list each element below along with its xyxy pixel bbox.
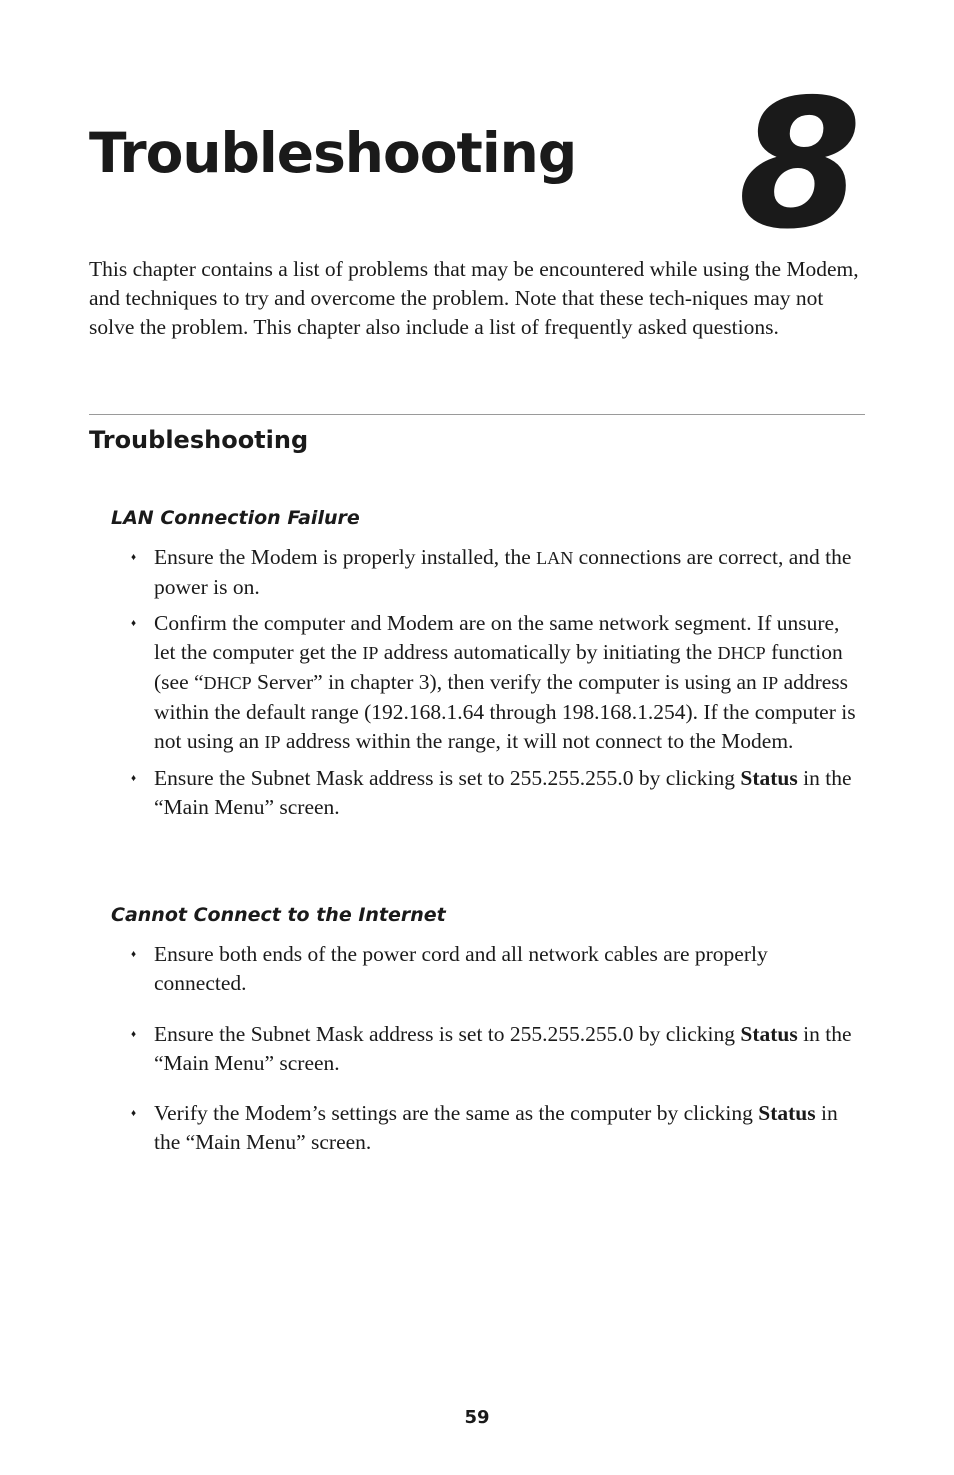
item-text: in the “Main Menu” screen. xyxy=(154,766,852,819)
list-item xyxy=(111,940,859,998)
subsection-heading: Cannot Connect to the Internet xyxy=(111,904,446,926)
list-item xyxy=(111,1099,859,1157)
chapter-title: Troubleshooting xyxy=(89,121,577,185)
subsection-lan-connection-failure xyxy=(111,505,871,822)
subsection-heading: LAN Connection Failure xyxy=(111,507,360,529)
item-text: Server” in chapter 3), then verify the computer is using an xyxy=(251,670,763,694)
list-item xyxy=(111,543,859,602)
item-text: Ensure the Subnet Mask address is set to 255.255.255.0 by clicking xyxy=(154,766,741,790)
item-text: Ensure both ends of the power cord and all network cables are properly connected. xyxy=(154,942,768,995)
item-acronym: DHCP xyxy=(203,673,252,693)
bullet-diamond-icon: ♦ xyxy=(131,1108,137,1119)
section-heading: Troubleshooting xyxy=(89,426,309,454)
item-bold-term: Status xyxy=(740,1022,798,1046)
item-text: in the “Main Menu” screen. xyxy=(154,1101,838,1154)
item-text: Verify the Modem’s settings are the same as the computer by clicking xyxy=(154,1101,759,1125)
item-acronym: IP xyxy=(762,673,779,693)
item-text: function (see “ xyxy=(154,640,843,694)
item-bold-term: Status xyxy=(740,766,798,790)
item-text: Ensure the Modem is properly installed, the xyxy=(154,545,537,569)
page-number: 59 xyxy=(464,1407,490,1428)
item-text: connections are correct, and the power is on. xyxy=(154,545,852,599)
chapter-number: 8 xyxy=(738,61,862,268)
bullet-diamond-icon: ♦ xyxy=(131,949,137,960)
item-text: address within the range, it will not connect to the Modem. xyxy=(280,729,794,753)
bullet-list xyxy=(111,940,871,1157)
section-divider xyxy=(89,414,865,415)
item-text: address within the default range (192.168.1.64 through 198.168.1.254). If the computer is not using an xyxy=(154,670,856,753)
list-item xyxy=(111,1020,859,1078)
item-text: in the “Main Menu” screen. xyxy=(154,1022,852,1075)
item-acronym: IP xyxy=(362,643,379,663)
list-item xyxy=(111,609,859,757)
bullet-diamond-icon: ♦ xyxy=(131,1029,137,1040)
bullet-diamond-icon: ♦ xyxy=(131,618,137,629)
item-acronym: LAN xyxy=(536,548,574,568)
item-bold-term: Status xyxy=(758,1101,816,1125)
bullet-diamond-icon: ♦ xyxy=(131,773,137,784)
item-acronym: IP xyxy=(264,732,281,752)
intro-paragraph: This chapter contains a list of problems that may be encountered while using the Modem, and techniques to try and overcome the problem. Note that these tech-niques may not solve the problem. This chapter also include a list of frequently asked questions. xyxy=(89,257,859,339)
subsection-cannot-connect-internet xyxy=(111,902,871,1157)
bullet-diamond-icon: ♦ xyxy=(131,552,137,563)
list-item xyxy=(111,764,859,822)
item-acronym: DHCP xyxy=(717,643,766,663)
bullet-list xyxy=(111,543,871,822)
item-text: Confirm the computer and Modem are on the same network segment. If unsure, let the computer get the xyxy=(154,611,840,664)
item-text: address automatically by initiating the xyxy=(378,640,718,664)
item-text: Ensure the Subnet Mask address is set to 255.255.255.0 by clicking xyxy=(154,1022,741,1046)
